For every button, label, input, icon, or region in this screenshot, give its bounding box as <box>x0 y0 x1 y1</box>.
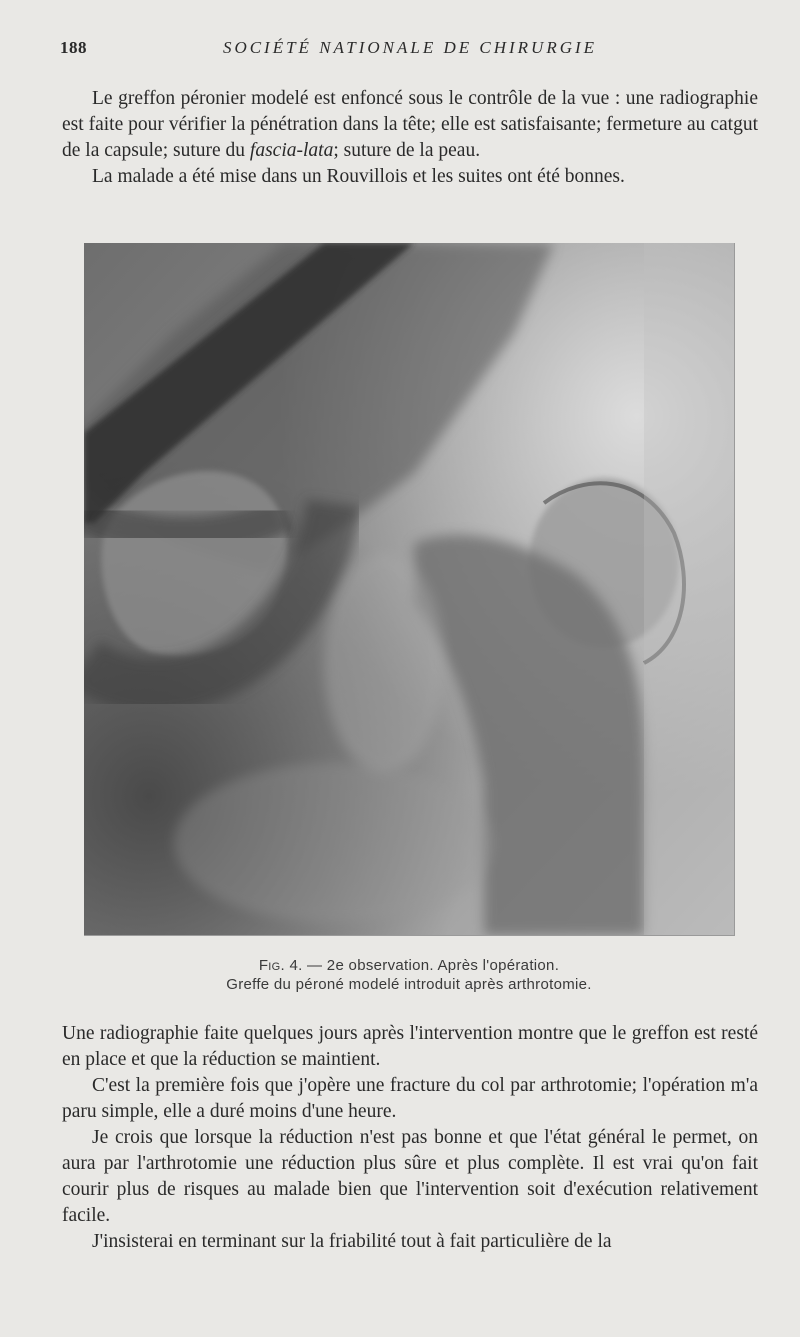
paragraph-text: ; suture de la peau. <box>333 140 481 161</box>
paragraph: C'est la première fois que j'opère une fracture du col par arthrotomie; l'opération m'a paru simple, elle a duré moins d'une heure. <box>62 1075 758 1122</box>
italic-term: fascia-lata <box>249 140 334 161</box>
caption-text: — 2e observation. Après l'opération. <box>302 957 560 974</box>
paragraph <box>62 86 758 164</box>
paragraph: J'insisterai en terminant sur la friabilité tout à fait particulière de la <box>92 1231 612 1252</box>
journal-title: SOCIÉTÉ NATIONALE DE CHIRURGIE <box>222 38 598 57</box>
running-head <box>60 38 760 62</box>
paragraph: Je crois que lorsque la réduction n'est pas bonne et que l'état général le permet, on aura par l'arthrotomie une réduction plus sûre et plus complète. Il est vrai qu'on fait courir plus de risques au malade bien que l'intervention soit d'exécution relativement facile. <box>62 1127 758 1226</box>
page-number: 188 <box>60 38 87 57</box>
caption-line-2: Greffe du péroné modelé introduit après arthrotomie. <box>226 976 592 993</box>
figure-caption <box>84 956 734 994</box>
top-text-block <box>62 86 758 190</box>
paragraph: Une radiographie faite quelques jours après l'intervention montre que le greffon est resté en place et que la réduction se maintient. <box>62 1023 758 1070</box>
figure-label: Fig. 4. <box>258 957 303 974</box>
paragraph: La malade a été mise dans un Rouvillois et les suites ont été bonnes. <box>92 166 625 187</box>
bottom-text-block <box>62 1021 758 1255</box>
radiograph-image <box>84 243 734 935</box>
radiograph-figure <box>84 243 735 936</box>
paragraph-text: Le greffon péronier modelé est enfoncé sous le contrôle de la vue : une radiographie est faite pour vérifier la pénétration dans la tête; elle est satisfaisante; fermeture au catgut de la capsule; suture du <box>62 88 758 161</box>
caption-line-1 <box>84 956 734 975</box>
